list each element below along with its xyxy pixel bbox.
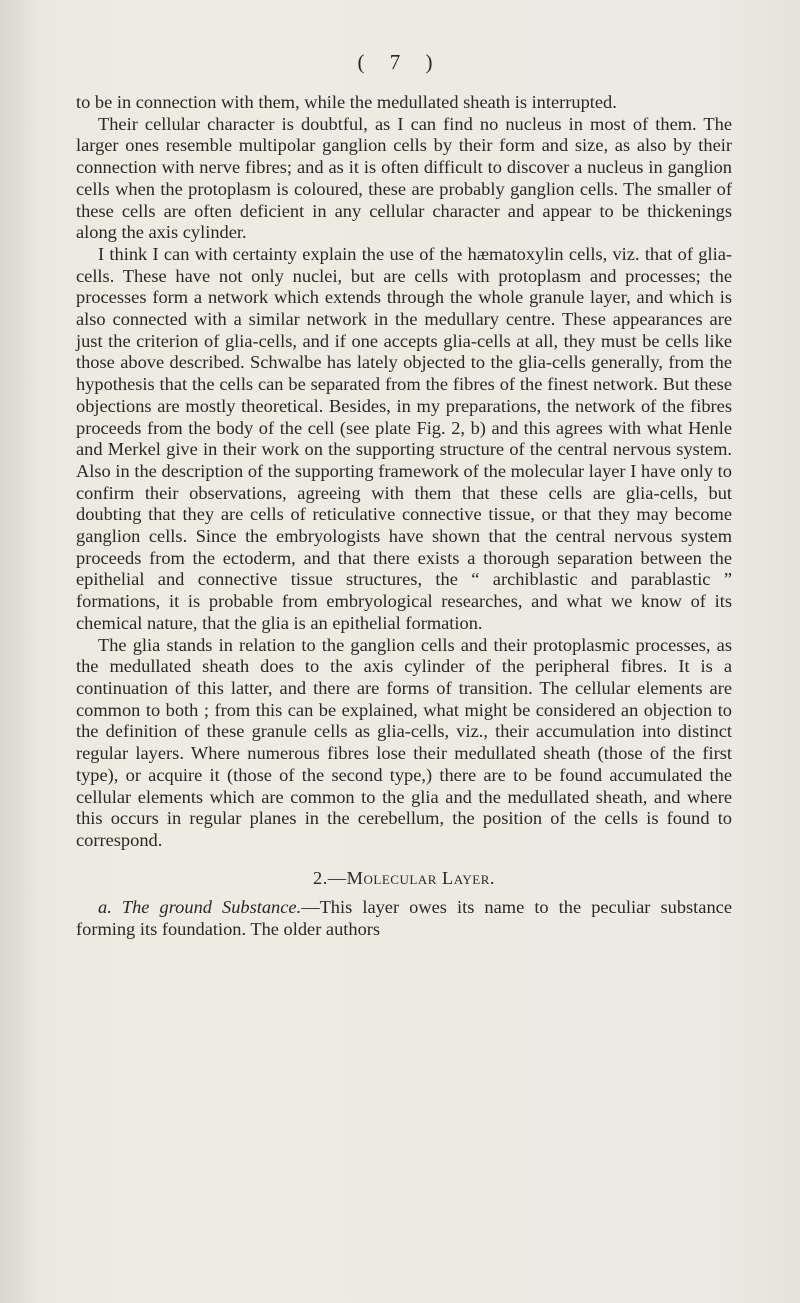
paragraph-1: to be in connection with them, while the medullated sheath is interrupted. bbox=[76, 92, 617, 112]
paragraph-4: The glia stands in relation to the ganglion cells and their protoplasmic processes, as the medullated sheath does to the axis cylinder of the peripheral fibres. It is a continuation of this latter, and there are forms of transition. The cellular elements are common to both ; from this can be explained, what might be considered an objection to the definition of these granule cells as glia-cells, viz., their accumulation into distinct regular layers. Where numerous fibres lose their medullated sheath (those of the first type), or acquire it (those of the second type,) there are to be found accumulated the cellular elements which are common to the glia and the medullated sheath, and where this occurs in regular planes in the cerebellum, the position of the cells is found to correspond. bbox=[76, 634, 732, 850]
subsection-title: The ground Substance. bbox=[121, 897, 302, 918]
subsection-marker: a. bbox=[98, 897, 112, 918]
body-text bbox=[76, 92, 732, 941]
subsection-paragraph bbox=[76, 897, 732, 940]
paragraph-3: I think I can with certainty explain the use of the hæmatoxylin cells, viz. that of glia-cells. These have not only nuclei, but are cells with protoplasm and processes; the processes form a network which extends through the whole granule layer, and which is also connected with a similar network in the medullary centre. These appearances are just the criterion of glia-cells, and if one accepts glia-cells at all, they must be cells like those above described. Schwalbe has lately objected to the glia-cells generally, from the hypothesis that the cells can be separated from the fibres of the finest network. But these objections are mostly theoretical. Besides, in my preparations, the network of the fibres proceeds from the body of the cell (see plate Fig. 2, b) and this agrees with what Henle and Merkel give in their work on the supporting structure of the central nervous system. Also in the description of the supporting framework of the molecular layer I have only to confirm their observations, agreeing with them that these cells are glia-cells, but doubting that they are cells of reticulative connective tissue, or that they may become ganglion cells. Since the embryologists have shown that the central nervous system proceeds from the ectoderm, and that there exists a thorough separation between the epithelial and connective tissue structures, the “ archiblastic and parablastic ” formations, it is probable from embryological researches, and what we know of its chemical nature, that the glia is an epithelial formation. bbox=[76, 243, 732, 633]
page-number: ( 7 ) bbox=[357, 50, 443, 74]
subsection-text: —This layer owes its name to the peculiar substance forming its foundation. The older authors bbox=[76, 897, 732, 940]
section-heading: 2.—Molecular Layer. bbox=[313, 867, 495, 888]
paragraph-2: Their cellular character is doubtful, as I can find no nucleus in most of them. The larger ones resemble multipolar ganglion cells by their form and size, as also by their connection with nerve fibres; and as it is often difficult to discover a nucleus in ganglion cells when the protoplasm is coloured, these are probably ganglion cells. The smaller of these cells are often deficient in any cellular character and appear to be thickenings along the axis cylinder. bbox=[76, 113, 732, 243]
